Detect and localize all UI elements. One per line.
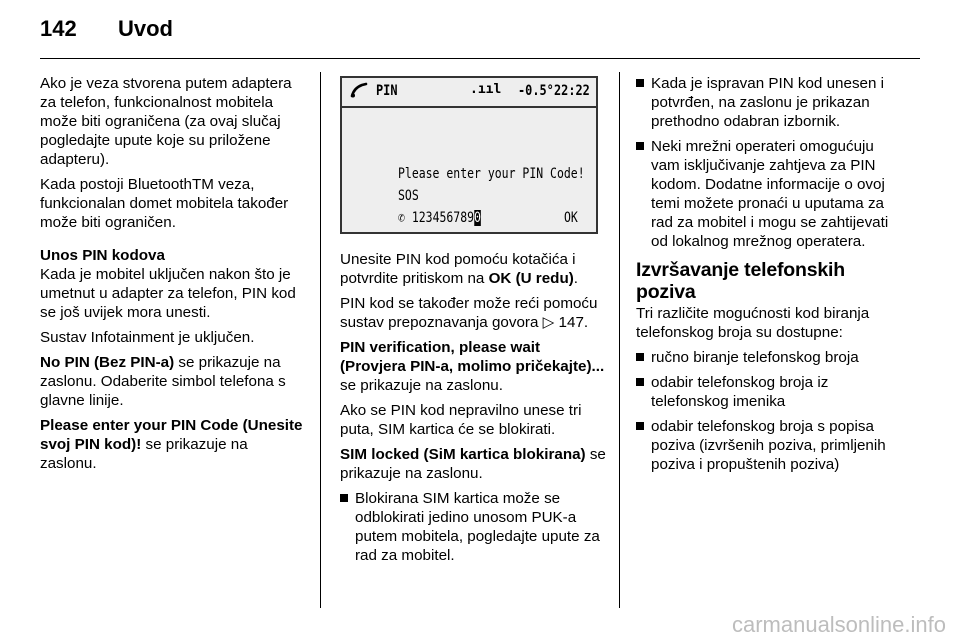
column-divider-1 (320, 72, 321, 608)
term-ok: OK (U redu) (488, 270, 574, 287)
paragraph-adapter: Ako je veza stvorena putem adaptera za telefon, funkcionalnost mobitela može biti ograničena (za ovaj slučaj pogledajte upute koje su priložene adapteru). (40, 75, 292, 168)
column-3 (636, 74, 902, 480)
paragraph-no-pin: No PIN (Bez PIN-a) se prikazuje na zaslonu. Odaberite simbol telefona s glavne linije. (40, 354, 286, 409)
display-clock: 22:22 (554, 83, 590, 99)
paragraph-sim-locked: SIM locked (SiM kartica blokirana) se prikazuje na zaslonu. (340, 446, 606, 482)
list-item-correct-pin: Kada je ispravan PIN kod unesen i potvrđen, na zaslonu je prikazan prethodno odabran izbornik. (636, 74, 902, 131)
list-item-call-lists: odabir telefonskog broja s popisa poziva (izvršenih poziva, primljenih poziva i propuštenih poziva) (636, 417, 902, 474)
column-1 (40, 74, 306, 479)
paragraph-verification: PIN verification, please wait (Provjera PIN-a, molimo pričekajte)... se prikazuje na zaslonu. (340, 339, 605, 394)
paragraph-bluetooth: Kada postoji BluetoothTM veza, funkcionalan domet mobitela također može biti ograničen. (40, 176, 289, 231)
list-item-phonebook: odabir telefonskog broja iz telefonskog imenika (636, 373, 902, 411)
phone-handset-icon (350, 82, 370, 98)
page-reference: 147 (558, 314, 584, 331)
page-title: Uvod (118, 16, 173, 41)
page-header (40, 16, 173, 50)
pin-display-screen (340, 76, 598, 234)
outside-temperature: -0.5° (518, 83, 554, 99)
phone-receiver-icon: ✆ (398, 210, 405, 226)
paragraph-voice: PIN kod se također može reći pomoću sustav prepoznavanja govora ▷ 147. (340, 295, 598, 331)
signal-strength-icon: .ııl (470, 82, 502, 97)
bullet-square-icon (340, 494, 348, 502)
display-pin-entry (398, 210, 481, 226)
paragraph-call-options: Tri različite mogućnosti kod biranja telefonskog broja su dostupne: (636, 305, 870, 341)
column-2 (340, 250, 606, 571)
display-title: PIN (376, 83, 398, 99)
term-enter-pin: Please enter your PIN Code (Unesite svoj PIN kod)! (40, 417, 303, 453)
section-heading-calls: Izvršavanje telefonskih poziva (636, 259, 845, 303)
watermark: carmanualsonline.info (731, 612, 946, 637)
header-rule (40, 58, 920, 59)
list-item-operators: Neki mrežni operateri omogućuju vam isključivanje zahtjeva za PIN kodom. Dodatne informacije o ovoj temi možete pronaći u uputama za rad za mobitel i mogu se zahtijevati od lokalnog mrežnog operatera. (636, 137, 902, 251)
bullet-square-icon (636, 79, 644, 87)
paragraph-three-attempts: Ako se PIN kod nepravilno unese tri puta, SIM kartica će se blokirati. (340, 402, 582, 438)
display-ok-button: OK (564, 210, 578, 226)
list-item-manual-dial: ručno biranje telefonskog broja (636, 348, 902, 367)
bullet-square-icon (636, 422, 644, 430)
bullet-square-icon (636, 378, 644, 386)
page-number: 142 (40, 16, 77, 41)
term-no-pin: No PIN (Bez PIN-a) (40, 354, 175, 371)
pin-cursor: 0 (474, 210, 481, 226)
term-sim-locked: SIM locked (SiM kartica blokirana) (340, 446, 586, 463)
paragraph-unos: Kada je mobitel uključen nakon što je umetnut u adapter za telefon, PIN kod se još uvijek mora unesti. (40, 266, 296, 321)
paragraph-enter-pin: Please enter your PIN Code (Unesite svoj PIN kod)! se prikazuje na zaslonu. (40, 417, 303, 472)
paragraph-infotainment: Sustav Infotainment je uključen. (40, 329, 255, 346)
list-item-puk: Blokirana SIM kartica može se odblokirati jedino unosom PUK-a putem mobitela, pogledajte upute za rad za mobitel. (340, 489, 606, 565)
paragraph-enter-wheel: Unesite PIN kod pomoću kotačića i potvrdite pritiskom na OK (U redu). (340, 251, 579, 287)
section-heading-unos: Unos PIN kodova (40, 247, 165, 264)
display-status-bar (342, 78, 596, 104)
page-reference-arrow-icon: ▷ (542, 314, 559, 331)
display-separator (342, 106, 596, 108)
bullet-square-icon (636, 353, 644, 361)
pin-digits: 123456789 (411, 210, 475, 226)
term-verification: PIN verification, please wait (Provjera PIN-a, molimo pričekajte)... (340, 339, 605, 375)
bullet-square-icon (636, 142, 644, 150)
display-pin-prompt: Please enter your PIN Code! (398, 166, 585, 182)
display-sos-option: SOS (398, 188, 419, 204)
column-divider-2 (619, 72, 620, 608)
